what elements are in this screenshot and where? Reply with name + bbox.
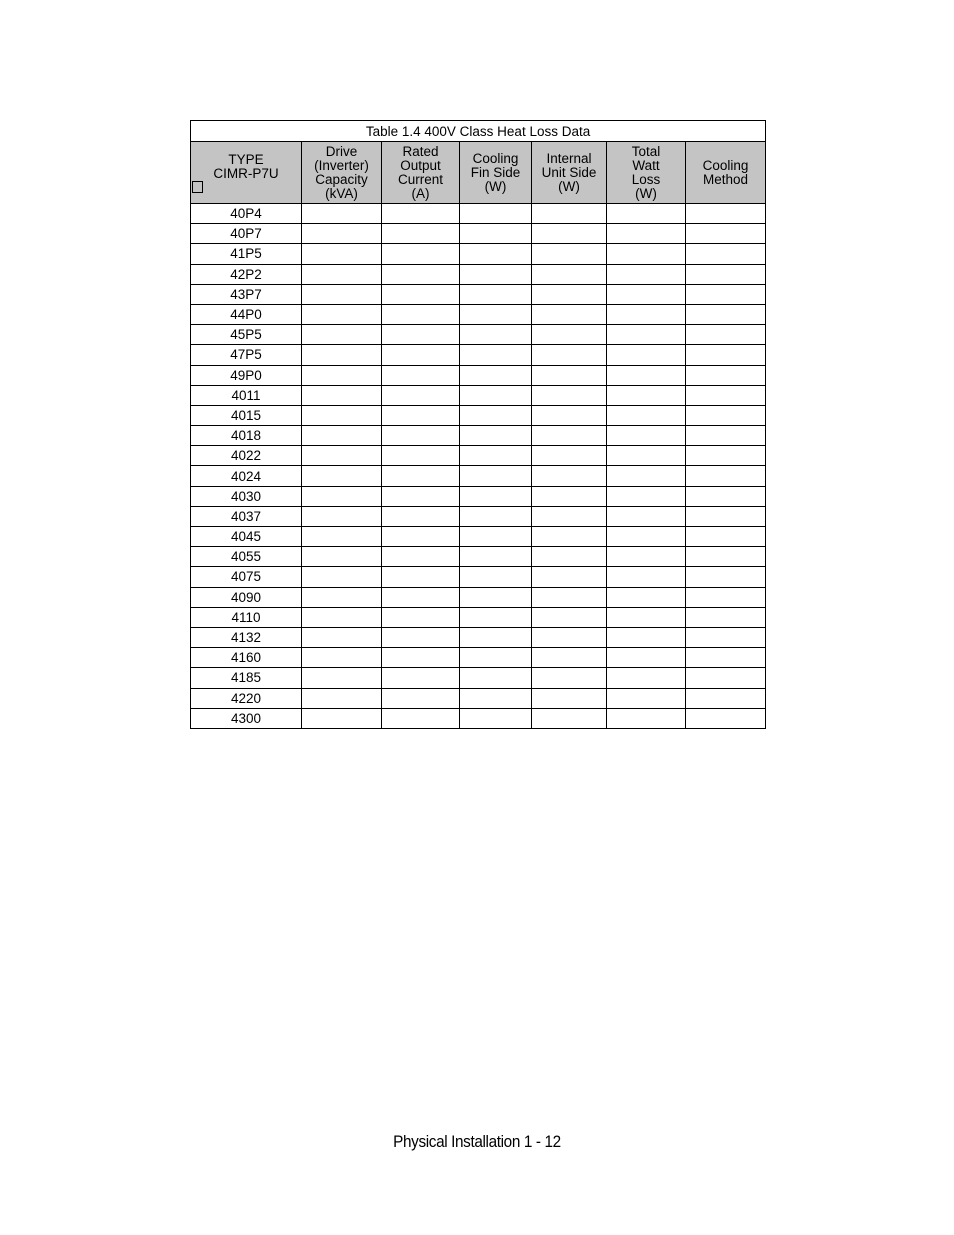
empty-cell bbox=[607, 627, 686, 647]
empty-cell bbox=[460, 708, 532, 728]
empty-cell bbox=[460, 244, 532, 264]
empty-cell bbox=[460, 466, 532, 486]
type-cell: 49P0 bbox=[191, 365, 302, 385]
empty-cell bbox=[302, 506, 382, 526]
empty-cell bbox=[686, 365, 766, 385]
empty-cell bbox=[686, 486, 766, 506]
empty-cell bbox=[302, 648, 382, 668]
empty-cell bbox=[382, 204, 460, 224]
table-row bbox=[191, 567, 766, 587]
empty-cell bbox=[302, 365, 382, 385]
type-cell: 4220 bbox=[191, 688, 302, 708]
empty-cell bbox=[686, 527, 766, 547]
table-row bbox=[191, 224, 766, 244]
empty-cell bbox=[607, 668, 686, 688]
empty-cell bbox=[686, 426, 766, 446]
table-row bbox=[191, 244, 766, 264]
empty-cell bbox=[607, 708, 686, 728]
empty-cell bbox=[302, 345, 382, 365]
empty-cell bbox=[532, 587, 607, 607]
empty-cell bbox=[460, 627, 532, 647]
empty-cell bbox=[302, 486, 382, 506]
empty-cell bbox=[460, 446, 532, 466]
empty-cell bbox=[607, 204, 686, 224]
heat-loss-table bbox=[190, 120, 766, 729]
empty-cell bbox=[460, 325, 532, 345]
header-capacity: Drive (Inverter) Capacity (kVA) bbox=[302, 142, 382, 204]
type-cell: 4075 bbox=[191, 567, 302, 587]
empty-cell bbox=[382, 264, 460, 284]
empty-cell bbox=[607, 446, 686, 466]
empty-cell bbox=[686, 405, 766, 425]
square-symbol-icon bbox=[192, 181, 203, 193]
header-type: TYPE CIMR-P7U bbox=[191, 142, 302, 204]
type-cell: 4300 bbox=[191, 708, 302, 728]
table-row bbox=[191, 547, 766, 567]
empty-cell bbox=[532, 224, 607, 244]
empty-cell bbox=[460, 304, 532, 324]
type-cell: 4185 bbox=[191, 668, 302, 688]
empty-cell bbox=[382, 607, 460, 627]
empty-cell bbox=[382, 708, 460, 728]
empty-cell bbox=[607, 284, 686, 304]
empty-cell bbox=[607, 547, 686, 567]
empty-cell bbox=[686, 648, 766, 668]
empty-cell bbox=[382, 648, 460, 668]
table-row bbox=[191, 284, 766, 304]
empty-cell bbox=[532, 527, 607, 547]
empty-cell bbox=[460, 284, 532, 304]
table-row bbox=[191, 466, 766, 486]
empty-cell bbox=[460, 345, 532, 365]
empty-cell bbox=[686, 547, 766, 567]
empty-cell bbox=[382, 506, 460, 526]
empty-cell bbox=[532, 284, 607, 304]
empty-cell bbox=[686, 708, 766, 728]
empty-cell bbox=[532, 204, 607, 224]
empty-cell bbox=[686, 244, 766, 264]
header-cooling-method: Cooling Method bbox=[686, 142, 766, 204]
empty-cell bbox=[532, 345, 607, 365]
empty-cell bbox=[302, 708, 382, 728]
empty-cell bbox=[460, 547, 532, 567]
empty-cell bbox=[686, 224, 766, 244]
type-cell: 45P5 bbox=[191, 325, 302, 345]
empty-cell bbox=[607, 688, 686, 708]
table-row bbox=[191, 648, 766, 668]
empty-cell bbox=[382, 587, 460, 607]
empty-cell bbox=[460, 668, 532, 688]
type-cell: 4015 bbox=[191, 405, 302, 425]
empty-cell bbox=[607, 567, 686, 587]
empty-cell bbox=[382, 244, 460, 264]
empty-cell bbox=[686, 607, 766, 627]
empty-cell bbox=[382, 345, 460, 365]
empty-cell bbox=[532, 567, 607, 587]
empty-cell bbox=[382, 446, 460, 466]
type-cell: 4160 bbox=[191, 648, 302, 668]
empty-cell bbox=[302, 688, 382, 708]
table-row bbox=[191, 446, 766, 466]
empty-cell bbox=[686, 466, 766, 486]
type-cell: 4110 bbox=[191, 607, 302, 627]
empty-cell bbox=[607, 607, 686, 627]
empty-cell bbox=[607, 426, 686, 446]
page-footer: Physical Installation 1 - 12 bbox=[393, 1132, 561, 1151]
empty-cell bbox=[460, 385, 532, 405]
table-row bbox=[191, 204, 766, 224]
empty-cell bbox=[686, 506, 766, 526]
header-current: Rated Output Current (A) bbox=[382, 142, 460, 204]
empty-cell bbox=[460, 204, 532, 224]
empty-cell bbox=[686, 284, 766, 304]
type-cell: 47P5 bbox=[191, 345, 302, 365]
empty-cell bbox=[532, 385, 607, 405]
table-row bbox=[191, 607, 766, 627]
empty-cell bbox=[382, 547, 460, 567]
empty-cell bbox=[302, 627, 382, 647]
empty-cell bbox=[302, 426, 382, 446]
type-cell: 40P4 bbox=[191, 204, 302, 224]
empty-cell bbox=[532, 405, 607, 425]
empty-cell bbox=[532, 365, 607, 385]
empty-cell bbox=[607, 365, 686, 385]
empty-cell bbox=[532, 446, 607, 466]
type-cell: 4022 bbox=[191, 446, 302, 466]
empty-cell bbox=[302, 466, 382, 486]
empty-cell bbox=[302, 204, 382, 224]
empty-cell bbox=[382, 567, 460, 587]
empty-cell bbox=[382, 365, 460, 385]
empty-cell bbox=[686, 446, 766, 466]
empty-cell bbox=[382, 527, 460, 547]
type-cell: 42P2 bbox=[191, 264, 302, 284]
table-row bbox=[191, 627, 766, 647]
type-cell: 4090 bbox=[191, 587, 302, 607]
table-row bbox=[191, 304, 766, 324]
empty-cell bbox=[302, 446, 382, 466]
empty-cell bbox=[302, 325, 382, 345]
table-caption: Table 1.4 400V Class Heat Loss Data bbox=[191, 121, 766, 142]
type-cell: 4037 bbox=[191, 506, 302, 526]
empty-cell bbox=[382, 304, 460, 324]
empty-cell bbox=[302, 284, 382, 304]
type-cell: 41P5 bbox=[191, 244, 302, 264]
table-row bbox=[191, 385, 766, 405]
empty-cell bbox=[686, 304, 766, 324]
empty-cell bbox=[532, 264, 607, 284]
empty-cell bbox=[382, 486, 460, 506]
table-body bbox=[191, 204, 766, 729]
type-cell: 4055 bbox=[191, 547, 302, 567]
empty-cell bbox=[607, 244, 686, 264]
empty-cell bbox=[302, 607, 382, 627]
empty-cell bbox=[607, 587, 686, 607]
empty-cell bbox=[302, 547, 382, 567]
empty-cell bbox=[382, 385, 460, 405]
empty-cell bbox=[607, 325, 686, 345]
table-row bbox=[191, 426, 766, 446]
type-cell: 4045 bbox=[191, 527, 302, 547]
table-row bbox=[191, 345, 766, 365]
empty-cell bbox=[460, 264, 532, 284]
empty-cell bbox=[460, 567, 532, 587]
empty-cell bbox=[607, 527, 686, 547]
type-cell: 44P0 bbox=[191, 304, 302, 324]
empty-cell bbox=[686, 325, 766, 345]
empty-cell bbox=[532, 648, 607, 668]
empty-cell bbox=[382, 426, 460, 446]
empty-cell bbox=[460, 648, 532, 668]
table-row bbox=[191, 688, 766, 708]
type-cell: 43P7 bbox=[191, 284, 302, 304]
empty-cell bbox=[382, 224, 460, 244]
empty-cell bbox=[382, 284, 460, 304]
empty-cell bbox=[460, 607, 532, 627]
empty-cell bbox=[532, 688, 607, 708]
empty-cell bbox=[532, 547, 607, 567]
table-row bbox=[191, 708, 766, 728]
empty-cell bbox=[686, 688, 766, 708]
empty-cell bbox=[607, 506, 686, 526]
empty-cell bbox=[460, 224, 532, 244]
empty-cell bbox=[686, 385, 766, 405]
empty-cell bbox=[460, 587, 532, 607]
empty-cell bbox=[382, 466, 460, 486]
empty-cell bbox=[686, 204, 766, 224]
empty-cell bbox=[607, 264, 686, 284]
empty-cell bbox=[460, 486, 532, 506]
table-header-row bbox=[191, 142, 766, 204]
empty-cell bbox=[382, 627, 460, 647]
header-internal-side: Internal Unit Side (W) bbox=[532, 142, 607, 204]
header-total-loss: Total Watt Loss (W) bbox=[607, 142, 686, 204]
empty-cell bbox=[607, 466, 686, 486]
header-fin-side: Cooling Fin Side (W) bbox=[460, 142, 532, 204]
type-cell: 4011 bbox=[191, 385, 302, 405]
empty-cell bbox=[686, 668, 766, 688]
table-row bbox=[191, 365, 766, 385]
table-row bbox=[191, 264, 766, 284]
empty-cell bbox=[460, 688, 532, 708]
empty-cell bbox=[302, 567, 382, 587]
empty-cell bbox=[607, 304, 686, 324]
table-row bbox=[191, 405, 766, 425]
table-row bbox=[191, 587, 766, 607]
empty-cell bbox=[460, 527, 532, 547]
empty-cell bbox=[607, 486, 686, 506]
empty-cell bbox=[302, 587, 382, 607]
empty-cell bbox=[382, 325, 460, 345]
empty-cell bbox=[686, 345, 766, 365]
table-row bbox=[191, 506, 766, 526]
empty-cell bbox=[460, 405, 532, 425]
empty-cell bbox=[532, 668, 607, 688]
empty-cell bbox=[532, 607, 607, 627]
empty-cell bbox=[302, 405, 382, 425]
empty-cell bbox=[607, 385, 686, 405]
empty-cell bbox=[532, 466, 607, 486]
empty-cell bbox=[607, 345, 686, 365]
empty-cell bbox=[532, 506, 607, 526]
empty-cell bbox=[460, 506, 532, 526]
empty-cell bbox=[532, 708, 607, 728]
type-cell: 4030 bbox=[191, 486, 302, 506]
type-cell: 40P7 bbox=[191, 224, 302, 244]
empty-cell bbox=[460, 426, 532, 446]
empty-cell bbox=[532, 486, 607, 506]
empty-cell bbox=[302, 264, 382, 284]
empty-cell bbox=[382, 688, 460, 708]
empty-cell bbox=[532, 627, 607, 647]
type-cell: 4018 bbox=[191, 426, 302, 446]
empty-cell bbox=[302, 385, 382, 405]
type-cell: 4132 bbox=[191, 627, 302, 647]
empty-cell bbox=[607, 648, 686, 668]
empty-cell bbox=[686, 264, 766, 284]
table-row bbox=[191, 668, 766, 688]
empty-cell bbox=[460, 365, 532, 385]
empty-cell bbox=[532, 325, 607, 345]
empty-cell bbox=[607, 224, 686, 244]
type-cell: 4024 bbox=[191, 466, 302, 486]
empty-cell bbox=[686, 567, 766, 587]
empty-cell bbox=[686, 627, 766, 647]
table-row bbox=[191, 527, 766, 547]
empty-cell bbox=[532, 426, 607, 446]
empty-cell bbox=[302, 224, 382, 244]
table-row bbox=[191, 486, 766, 506]
empty-cell bbox=[302, 244, 382, 264]
table-row bbox=[191, 325, 766, 345]
empty-cell bbox=[607, 405, 686, 425]
empty-cell bbox=[382, 405, 460, 425]
empty-cell bbox=[302, 668, 382, 688]
empty-cell bbox=[532, 244, 607, 264]
empty-cell bbox=[382, 668, 460, 688]
empty-cell bbox=[686, 587, 766, 607]
empty-cell bbox=[302, 527, 382, 547]
empty-cell bbox=[302, 304, 382, 324]
empty-cell bbox=[532, 304, 607, 324]
